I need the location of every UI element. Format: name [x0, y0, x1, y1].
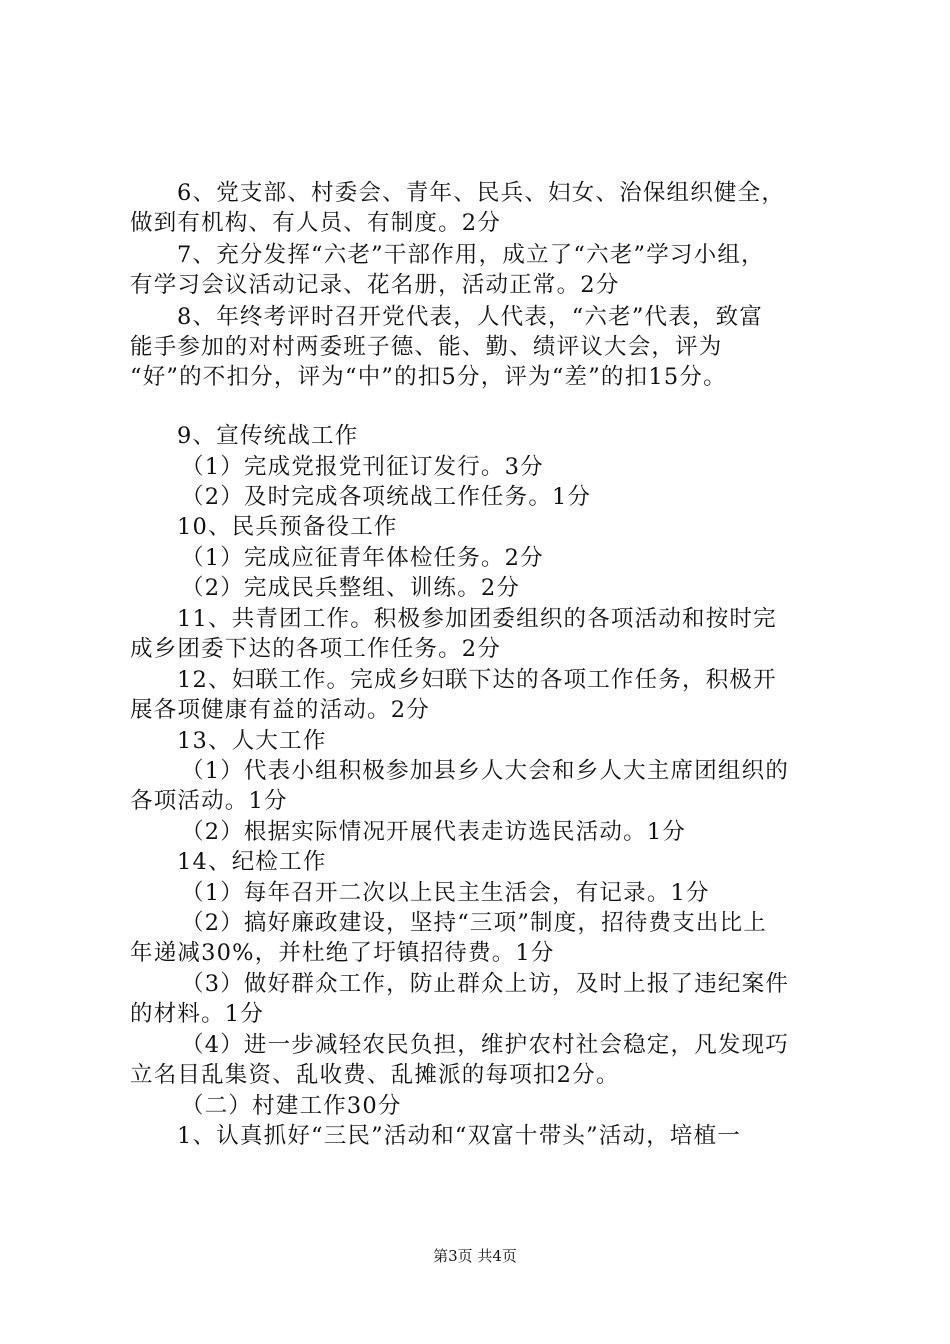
text-line: 成乡团委下达的各项工作任务。2分: [130, 636, 502, 662]
text-line: （1）每年召开二次以上民主生活会，有记录。1分: [181, 880, 710, 906]
text-line: 1、认真抓好“三民”活动和“双富十带头”活动，培植一: [177, 1123, 742, 1149]
text-line: （3）做好群众工作，防止群众上访，及时上报了违纪案件: [181, 971, 790, 997]
text-line: 13、人大工作: [177, 728, 327, 754]
text-line: （2）搞好廉政建设，坚持“三项”制度，招待费支出比上: [181, 910, 768, 936]
text-line: 展各项健康有益的活动。2分: [130, 697, 430, 723]
text-line: “好”的不扣分，评为“中”的扣5分，评为“差”的扣15分。: [130, 364, 727, 390]
text-line: 9、宣传统战工作: [177, 423, 359, 449]
text-line: （1）完成应征青年体检任务。2分: [181, 545, 544, 571]
text-line: 8、年终考评时召开党代表，人代表，“六老”代表，致富: [177, 304, 764, 330]
text-line: 10、民兵预备役工作: [177, 514, 398, 540]
text-line: 各项活动。1分: [130, 788, 288, 814]
text-line: （1）完成党报党刊征订发行。3分: [181, 454, 544, 480]
text-line: 11、共青团工作。积极参加团委组织的各项活动和按时完: [177, 606, 777, 632]
text-line: （1）代表小组积极参加县乡人大会和乡人大主席团组织的: [181, 758, 790, 784]
text-line: 的材料。1分: [130, 1001, 265, 1027]
page-footer: 第3页 共4页: [433, 1247, 517, 1265]
text-line: （4）进一步减轻农民负担，维护农村社会稳定，凡发现巧: [181, 1032, 790, 1058]
text-line: （二）村建工作30分: [181, 1093, 402, 1119]
text-line: 12、妇联工作。完成乡妇联下达的各项工作任务，积极开: [177, 667, 777, 693]
text-line: （2）根据实际情况开展代表走访选民活动。1分: [181, 819, 687, 845]
text-line: （2）完成民兵整组、训练。2分: [181, 575, 521, 601]
text-line: 14、纪检工作: [177, 849, 327, 875]
text-line: 7、充分发挥“六老”干部作用，成立了“六老”学习小组，: [177, 242, 765, 268]
text-line: 能手参加的对村两委班子德、能、勤、绩评议大会，评为: [130, 334, 723, 360]
text-line: （2）及时完成各项统战工作任务。1分: [181, 484, 592, 510]
text-line: 有学习会议活动记录、花名册，活动正常。2分: [130, 272, 620, 298]
text-line: 立名目乱集资、乱收费、乱摊派的每项扣2分。: [130, 1062, 620, 1088]
text-line: 年递减30%，并杜绝了圩镇招待费。1分: [130, 940, 555, 966]
text-line: 做到有机构、有人员、有制度。2分: [130, 210, 502, 236]
text-line: 6、党支部、村委会、青年、民兵、妇女、治保组织健全，: [177, 180, 786, 206]
